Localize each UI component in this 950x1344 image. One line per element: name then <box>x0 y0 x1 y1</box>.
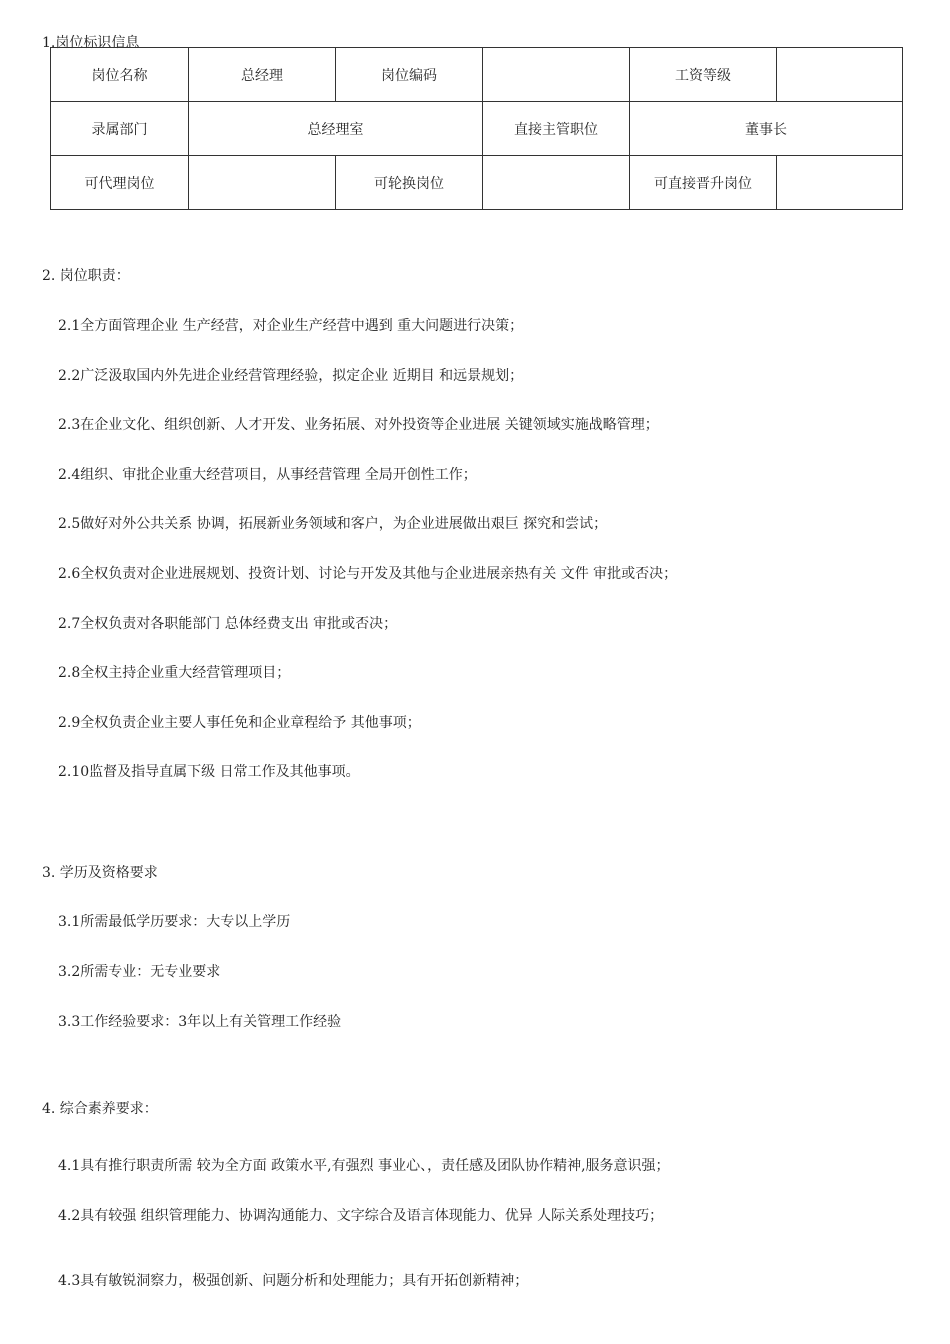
table-cell: 录属部门 <box>51 102 189 156</box>
list-item: 2.9全权负责企业主要人事任免和企业章程给予 其他事项； <box>58 715 421 731</box>
position-info-table <box>50 47 903 210</box>
list-item: 2.4组织、审批企业重大经营项目，从事经营管理 全局开创性工作； <box>58 467 477 483</box>
list-item: 2.2广泛汲取国内外先进企业经营管理经验，拟定企业 近期目 和远景规划； <box>58 368 524 384</box>
table-row <box>51 102 903 156</box>
table-row <box>51 48 903 102</box>
table-cell: 工资等级 <box>630 48 777 102</box>
table-cell: 岗位名称 <box>51 48 189 102</box>
list-item: 4.1具有推行职责所需 较为全方面 政策水平,有强烈 事业心、，责任感及团队协作精神,服务意识强； <box>58 1158 670 1174</box>
table-cell <box>483 48 630 102</box>
list-item: 3.3工作经验要求：3年以上有关管理工作经验 <box>58 1014 342 1030</box>
section-2-title: 2. 岗位职责： <box>42 268 130 284</box>
table-cell <box>483 156 630 210</box>
table-cell <box>777 156 903 210</box>
list-item: 4.3具有敏锐洞察力，极强创新、问题分析和处理能力；具有开拓创新精神； <box>58 1273 529 1289</box>
table-cell: 总经理室 <box>189 102 483 156</box>
section-3-title: 3. 学历及资格要求 <box>42 865 158 881</box>
table-cell <box>777 48 903 102</box>
list-item: 2.5做好对外公共关系 协调，拓展新业务领域和客户，为企业进展做出艰巨 探究和尝试； <box>58 516 608 532</box>
table-row <box>51 156 903 210</box>
table-cell: 岗位编码 <box>336 48 483 102</box>
list-item: 2.7全权负责对各职能部门 总体经费支出 审批或否决； <box>58 616 398 632</box>
list-item: 2.10监督及指导直属下级 日常工作及其他事项。 <box>58 764 360 780</box>
list-item: 3.2所需专业：无专业要求 <box>58 964 221 980</box>
section-4-title: 4. 综合素养要求： <box>42 1101 158 1117</box>
list-item: 4.2具有较强 组织管理能力、协调沟通能力、文字综合及语言体现能力、优异 人际关系处理技巧； <box>58 1208 664 1224</box>
table-cell: 总经理 <box>189 48 336 102</box>
list-item: 2.1全方面管理企业 生产经营，对企业生产经营中遇到 重大问题进行决策； <box>58 318 524 334</box>
table-cell: 可轮换岗位 <box>336 156 483 210</box>
section-1-title: 1.岗位标识信息 <box>42 35 140 51</box>
table-cell: 可直接晋升岗位 <box>630 156 777 210</box>
table-cell: 董事长 <box>630 102 903 156</box>
list-item: 2.8全权主持企业重大经营管理项目； <box>58 665 291 681</box>
table-cell: 直接主管职位 <box>483 102 630 156</box>
list-item: 3.1所需最低学历要求：大专以上学历 <box>58 914 291 930</box>
list-item: 2.3在企业文化、组织创新、人才开发、业务拓展、对外投资等企业进展 关键领域实施战略管理； <box>58 417 659 433</box>
list-item: 2.6全权负责对企业进展规划、投资计划、讨论与开发及其他与企业进展亲热有关 文件 审批或否决； <box>58 566 678 582</box>
table-cell: 可代理岗位 <box>51 156 189 210</box>
table-cell <box>189 156 336 210</box>
